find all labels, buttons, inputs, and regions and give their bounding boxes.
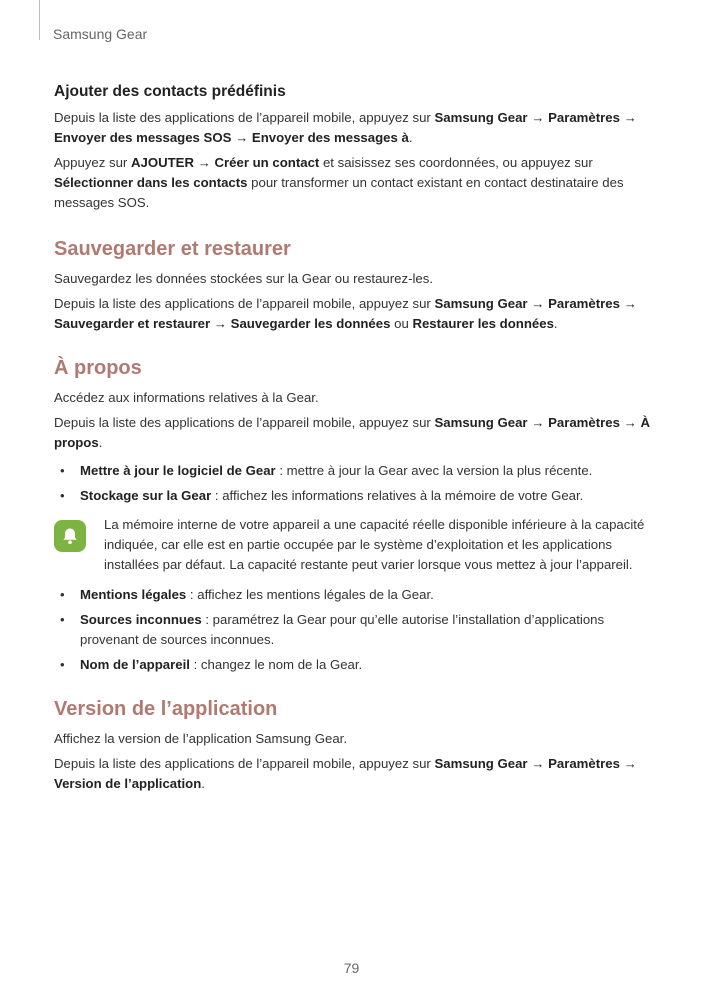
list-item: • Mettre à jour le logiciel de Gear : mettre à jour la Gear avec la version la plus récente. bbox=[54, 461, 654, 481]
section-title: Ajouter des contacts prédéfinis bbox=[54, 83, 286, 100]
menu-path-item: Sauvegarder les données bbox=[230, 316, 391, 331]
menu-path-item: Paramètres bbox=[548, 415, 620, 430]
page-number: 79 bbox=[343, 960, 360, 976]
menu-path-item: Paramètres bbox=[548, 756, 620, 771]
paragraph: Depuis la liste des applications de l’appareil mobile, appuyez sur Samsung Gear → Paramètres → Sauvegarder et restaurer → Sauvegarder les données ou Restaurer les données. bbox=[54, 296, 637, 331]
paragraph: Appuyez sur AJOUTER → Créer un contact et saisissez ses coordonnées, ou appuyez sur Sélectionner dans les contacts pour transformer un contact existant en contact destinataire des messages SOS. bbox=[54, 155, 624, 210]
about-options-list bbox=[54, 461, 654, 506]
menu-path-item: Envoyer des messages à bbox=[251, 130, 409, 145]
option-label: Sources inconnues bbox=[80, 612, 202, 627]
header-rule bbox=[39, 0, 40, 40]
bullet: • bbox=[60, 612, 65, 627]
bullet: • bbox=[60, 463, 65, 478]
paragraph: Sauvegardez les données stockées sur la Gear ou restaurez-les. bbox=[54, 271, 433, 286]
page-content bbox=[54, 82, 654, 799]
menu-path-item: Restaurer les données bbox=[412, 316, 554, 331]
menu-path-item: Samsung Gear bbox=[434, 110, 528, 125]
list-item: • Nom de l’appareil : changez le nom de la Gear. bbox=[54, 655, 654, 675]
menu-path-item: Créer un contact bbox=[214, 155, 320, 170]
bullet: • bbox=[60, 488, 65, 503]
option-label: Stockage sur la Gear bbox=[80, 488, 212, 503]
running-header: Samsung Gear bbox=[53, 26, 148, 42]
paragraph: Depuis la liste des applications de l’appareil mobile, appuyez sur Samsung Gear → Paramètres → À propos. bbox=[54, 415, 650, 450]
menu-path-item: Envoyer des messages SOS bbox=[54, 130, 232, 145]
section-title: Version de l’application bbox=[54, 698, 278, 720]
menu-path-item: Version de l’application bbox=[54, 776, 202, 791]
list-item: • Stockage sur la Gear : affichez les informations relatives à la mémoire de votre Gear. bbox=[54, 486, 654, 506]
list-item: • Mentions légales : affichez les mentions légales de la Gear. bbox=[54, 585, 654, 605]
menu-path-item: Samsung Gear bbox=[434, 296, 528, 311]
note-box bbox=[54, 515, 654, 575]
menu-path-item: Samsung Gear bbox=[434, 756, 528, 771]
section-title: À propos bbox=[54, 357, 142, 379]
section-app-version bbox=[54, 699, 654, 794]
menu-path-item: Sauvegarder et restaurer bbox=[54, 316, 211, 331]
menu-path-item: AJOUTER bbox=[130, 155, 194, 170]
bullet: • bbox=[60, 657, 65, 672]
section-title: Sauvegarder et restaurer bbox=[54, 238, 291, 260]
paragraph: Accédez aux informations relatives à la Gear. bbox=[54, 390, 319, 405]
bullet: • bbox=[60, 587, 65, 602]
menu-path-item: À propos bbox=[54, 415, 650, 450]
section-backup-restore bbox=[54, 239, 654, 334]
option-label: Nom de l’appareil bbox=[80, 657, 190, 672]
menu-path-item: Sélectionner dans les contacts bbox=[54, 175, 248, 190]
bell-icon bbox=[54, 520, 86, 552]
paragraph: Depuis la liste des applications de l’appareil mobile, appuyez sur Samsung Gear → Paramètres → Envoyer des messages SOS → Envoyer des messages à. bbox=[54, 110, 637, 145]
menu-path-item: Samsung Gear bbox=[434, 415, 528, 430]
paragraph: Affichez la version de l’application Samsung Gear. bbox=[54, 731, 347, 746]
menu-path-item: Paramètres bbox=[548, 296, 620, 311]
menu-path-item: Paramètres bbox=[548, 110, 620, 125]
option-label: Mentions légales bbox=[80, 587, 187, 602]
option-label: Mettre à jour le logiciel de Gear bbox=[80, 463, 276, 478]
section-about bbox=[54, 358, 654, 675]
list-item: • Sources inconnues : paramétrez la Gear pour qu’elle autorise l’installation d’applications provenant de sources inconnues. bbox=[60, 612, 605, 647]
paragraph: Depuis la liste des applications de l’appareil mobile, appuyez sur Samsung Gear → Paramètres → Version de l’application. bbox=[54, 756, 637, 791]
about-options-list bbox=[54, 585, 654, 675]
section-predefined-contacts bbox=[54, 82, 654, 213]
note-text: La mémoire interne de votre appareil a une capacité réelle disponible inférieure à la capacité indiquée, car elle est en partie occupée par le système d’exploitation et les applications installées par défaut. La capacité restante peut varier lorsque vous mettez à jour l’appareil. bbox=[104, 517, 645, 572]
